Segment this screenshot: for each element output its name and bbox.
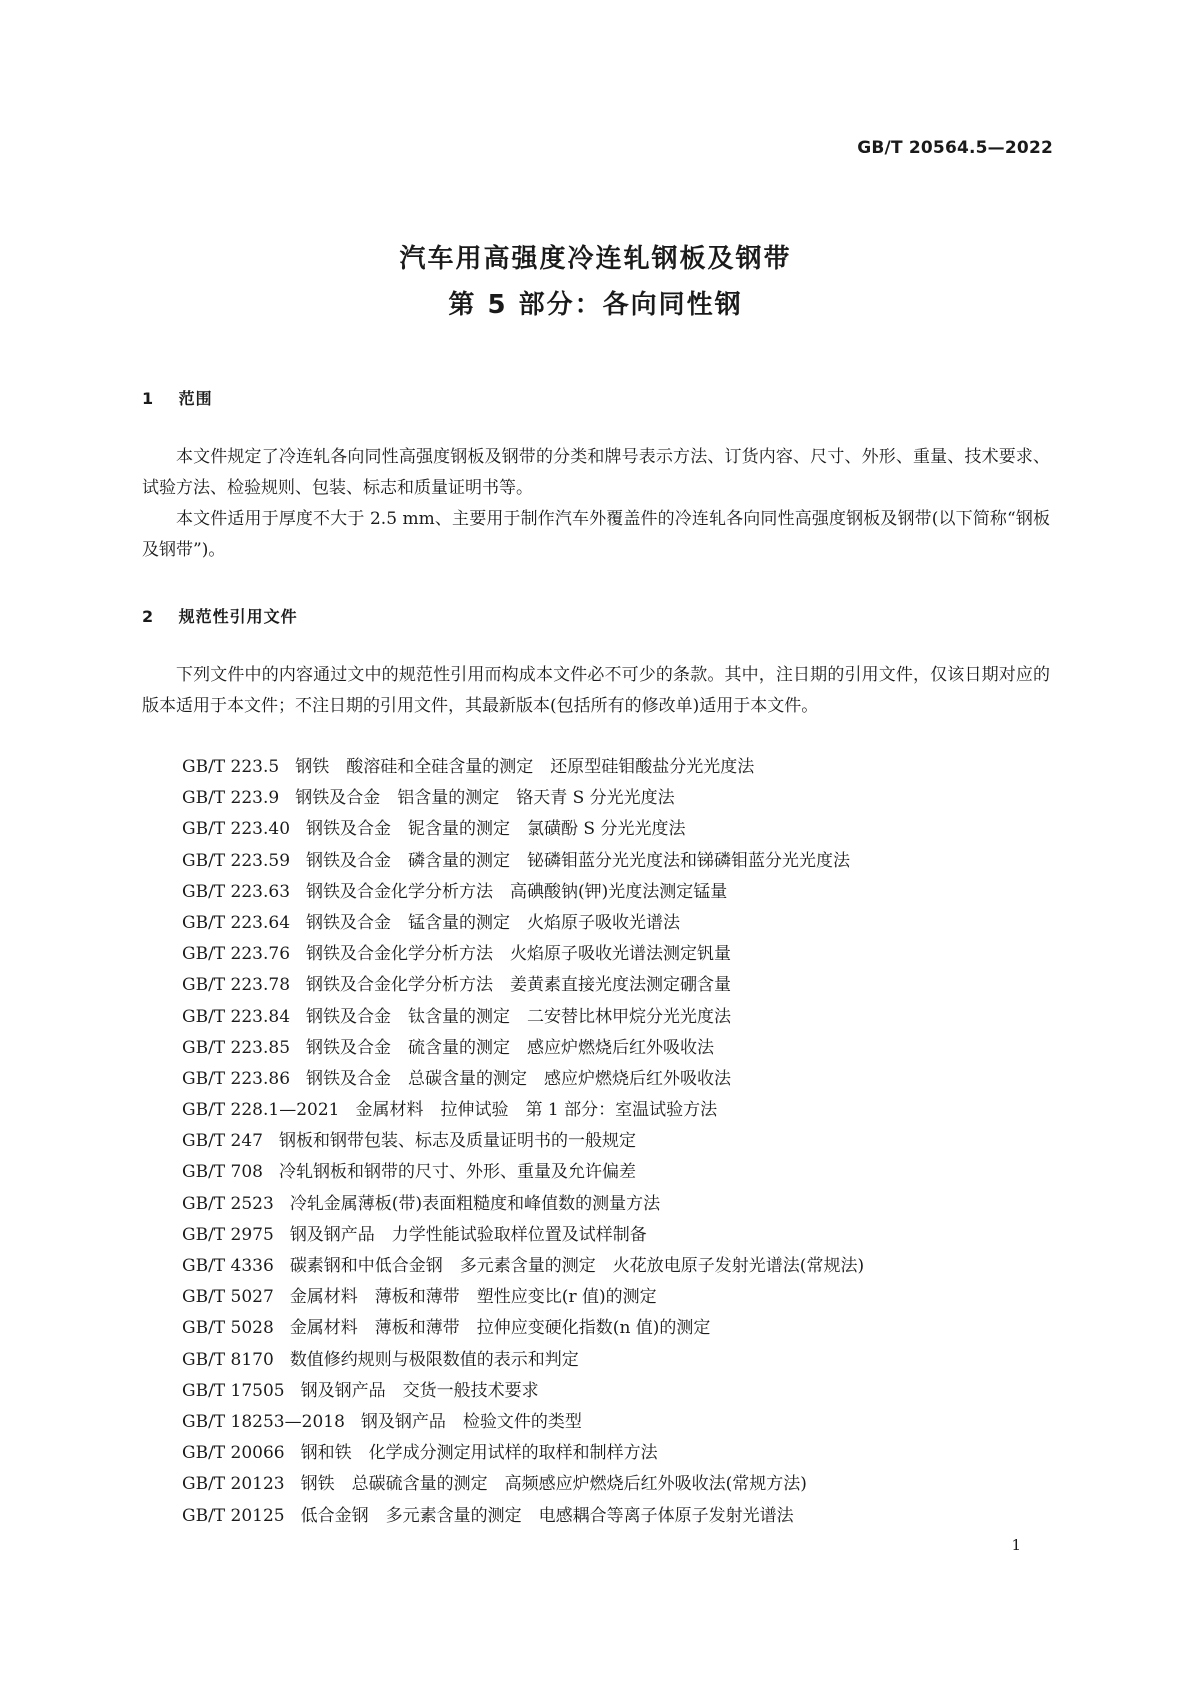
- reference-code: GB/T 20123: [182, 1474, 285, 1495]
- reference-code: GB/T 18253—2018: [182, 1411, 345, 1432]
- reference-code: GB/T 223.86: [182, 1068, 291, 1089]
- section-2-heading: [142, 604, 298, 627]
- reference-title: 钢铁及合金化学分析方法 火焰原子吸收光谱法测定钒量: [306, 944, 732, 965]
- reference-code: GB/T 4336: [182, 1256, 274, 1276]
- reference-code: GB/T 223.84: [182, 1006, 291, 1027]
- reference-code: GB/T 223.78: [182, 975, 291, 996]
- reference-title: 钢铁及合金化学分析方法 姜黄素直接光度法测定硼含量: [306, 975, 732, 996]
- reference-code: GB/T 223.59: [182, 850, 291, 871]
- reference-item: [182, 908, 864, 939]
- document-title: [0, 236, 1191, 328]
- reference-title: 钢铁 酸溶硅和全硅含量的测定 还原型硅钼酸盐分光光度法: [295, 757, 755, 777]
- reference-item: [182, 1282, 864, 1313]
- reference-item: [182, 877, 864, 908]
- reference-title: 钢铁及合金 磷含量的测定 铋磷钼蓝分光光度法和锑磷钼蓝分光光度法: [306, 850, 851, 871]
- reference-title: 金属材料 薄板和薄带 塑性应变比(r 值)的测定: [289, 1287, 657, 1308]
- reference-item: [182, 970, 864, 1001]
- reference-item: [182, 1313, 864, 1344]
- reference-title: 金属材料 薄板和薄带 拉伸应变硬化指数(n 值)的测定: [289, 1318, 711, 1339]
- reference-title: 低合金钢 多元素含量的测定 电感耦合等离子体原子发射光谱法: [300, 1505, 794, 1526]
- reference-item: [182, 1501, 864, 1532]
- reference-code: GB/T 2975: [182, 1224, 274, 1245]
- reference-item: [182, 1376, 864, 1407]
- reference-item: [182, 1407, 864, 1438]
- reference-item: [182, 783, 864, 814]
- section-title: 规范性引用文件: [178, 607, 298, 626]
- reference-item: [182, 1469, 864, 1500]
- reference-title: 数值修约规则与极限数值的表示和判定: [289, 1349, 579, 1370]
- reference-code: GB/T 5027: [182, 1287, 274, 1308]
- reference-code: GB/T 20125: [182, 1505, 285, 1526]
- reference-title: 钢铁及合金 硫含量的测定 感应炉燃烧后红外吸收法: [306, 1037, 715, 1058]
- scope-paragraph-1: 本文件规定了冷连轧各向同性高强度钢板及钢带的分类和牌号表示方法、订货内容、尺寸、外形、重量、技术要求、试验方法、检验规则、包装、标志和质量证明书等。: [142, 447, 1050, 498]
- reference-item: [182, 1033, 864, 1064]
- reference-title: 钢及钢产品 检验文件的类型: [360, 1411, 582, 1432]
- reference-title: 钢铁及合金化学分析方法 高碘酸钠(钾)光度法测定锰量: [306, 881, 728, 902]
- reference-title: 钢及钢产品 交货一般技术要求: [300, 1380, 539, 1401]
- reference-list: [182, 752, 864, 1532]
- reference-title: 金属材料 拉伸试验 第 1 部分：室温试验方法: [355, 1100, 718, 1121]
- standard-number: GB/T 20564.5—2022: [857, 138, 1053, 158]
- reference-title: 钢和铁 化学成分测定用试样的取样和制样方法: [300, 1443, 658, 1464]
- reference-code: GB/T 223.40: [182, 819, 291, 840]
- reference-code: GB/T 228.1—2021: [182, 1100, 340, 1121]
- reference-item: [182, 846, 864, 877]
- reference-code: GB/T 2523: [182, 1193, 274, 1214]
- reference-code: GB/T 5028: [182, 1318, 274, 1339]
- reference-item: [182, 814, 864, 845]
- reference-title: 钢铁及合金 铌含量的测定 氯磺酚 S 分光光度法: [306, 819, 686, 840]
- reference-item: [182, 1345, 864, 1376]
- reference-item: [182, 1002, 864, 1033]
- reference-title: 钢及钢产品 力学性能试验取样位置及试样制备: [289, 1224, 647, 1245]
- reference-title: 冷轧金属薄板(带)表面粗糙度和峰值数的测量方法: [289, 1193, 661, 1214]
- section-number: 1: [142, 389, 155, 408]
- reference-title: 钢铁 总碳硫含量的测定 高频感应炉燃烧后红外吸收法(常规方法): [300, 1474, 807, 1495]
- title-line-2: 第 5 部分：各向同性钢: [448, 290, 743, 320]
- reference-item: [182, 1095, 864, 1126]
- reference-code: GB/T 17505: [182, 1380, 285, 1401]
- reference-title: 钢铁及合金 钛含量的测定 二安替比林甲烷分光光度法: [306, 1006, 732, 1027]
- reference-item: [182, 1189, 864, 1220]
- reference-code: GB/T 223.64: [182, 912, 291, 933]
- section-title: 范围: [178, 389, 213, 408]
- reference-title: 冷轧钢板和钢带的尺寸、外形、重量及允许偏差: [279, 1162, 636, 1183]
- reference-item: [182, 1251, 864, 1282]
- reference-item: [182, 939, 864, 970]
- reference-code: GB/T 8170: [182, 1349, 274, 1370]
- section-1-heading: [142, 386, 213, 409]
- reference-item: [182, 1438, 864, 1469]
- reference-code: GB/T 223.5: [182, 757, 280, 777]
- reference-code: GB/T 247: [182, 1131, 263, 1152]
- reference-item: [182, 1064, 864, 1095]
- reference-code: GB/T 223.9: [182, 788, 280, 809]
- reference-item: [182, 1157, 864, 1188]
- reference-title: 钢板和钢带包装、标志及质量证明书的一般规定: [279, 1131, 636, 1152]
- reference-code: GB/T 223.85: [182, 1037, 291, 1058]
- reference-code: GB/T 20066: [182, 1443, 285, 1464]
- reference-item: [182, 1126, 864, 1157]
- reference-item: [182, 752, 864, 783]
- reference-item: [182, 1220, 864, 1251]
- title-line-1: 汽车用高强度冷连轧钢板及钢带: [399, 244, 792, 274]
- scope-paragraph-2: 本文件适用于厚度不大于 2.5 mm、主要用于制作汽车外覆盖件的冷连轧各向同性高强度钢板及钢带(以下简称“钢板及钢带”)。: [142, 509, 1050, 560]
- reference-title: 钢铁及合金 总碳含量的测定 感应炉燃烧后红外吸收法: [306, 1068, 732, 1089]
- reference-code: GB/T 223.63: [182, 881, 291, 902]
- page-number: 1: [1011, 1536, 1021, 1554]
- reference-title: 钢铁及合金 铝含量的测定 铬天青 S 分光光度法: [295, 788, 675, 809]
- normative-references-paragraph: 下列文件中的内容通过文中的规范性引用而构成本文件必不可少的条款。其中，注日期的引用文件，仅该日期对应的版本适用于本文件；不注日期的引用文件，其最新版本(包括所有的修改单)适用于本文件。: [142, 665, 1050, 716]
- reference-title: 碳素钢和中低合金钢 多元素含量的测定 火花放电原子发射光谱法(常规法): [289, 1256, 865, 1276]
- section-number: 2: [142, 607, 155, 626]
- reference-title: 钢铁及合金 锰含量的测定 火焰原子吸收光谱法: [306, 912, 681, 933]
- reference-code: GB/T 708: [182, 1162, 263, 1183]
- reference-code: GB/T 223.76: [182, 944, 291, 965]
